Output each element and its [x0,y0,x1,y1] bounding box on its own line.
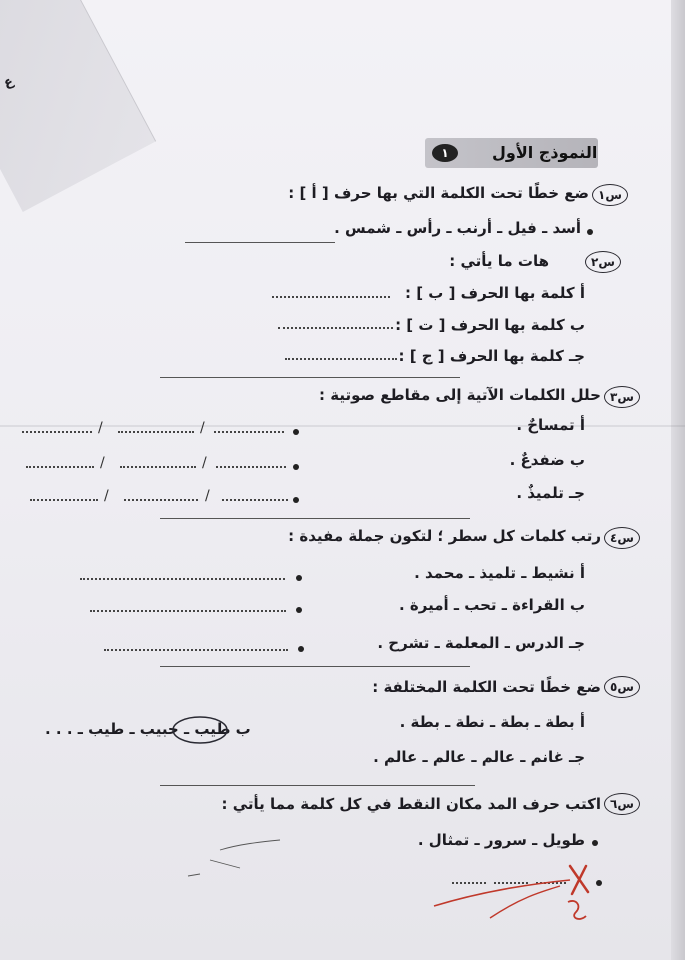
bullet [293,429,299,435]
question-3-item-b: ب ضفدعٌ . [509,451,585,469]
section-divider [160,377,460,378]
syllable-separator: / [205,488,210,504]
syllable-blank[interactable] [222,499,288,501]
section-divider [160,666,470,667]
question-5-item-b: ب طيب ـ حبيب ـ طيب ـ . . . [45,720,251,738]
syllable-separator: / [98,420,103,436]
syllable-separator: / [200,420,205,436]
question-5-item-c: جـ غانم ـ عالم ـ عالم ـ عالم . [373,748,585,766]
page-edge [671,0,685,960]
answer-dots[interactable] [278,327,393,329]
question-4-item-c: جـ الدرس ـ المعلمة ـ تشرح . [377,634,585,652]
syllable-blank[interactable] [120,466,196,468]
question-5-prompt: ضع خطًا تحت الكلمة المختلفة : [372,678,601,696]
bullet [587,229,593,235]
syllable-blank[interactable] [118,431,194,433]
question-number-6: س٦ [604,793,640,815]
syllable-separator: / [202,455,207,471]
syllable-blank[interactable] [30,499,98,501]
question-5-item-a: أ بطة ـ بطة ـ نطة ـ بطة . [399,713,585,731]
syllable-separator: / [104,488,109,504]
answer-dots[interactable] [285,358,397,360]
syllable-blank[interactable] [216,466,286,468]
question-number-2: س٢ [585,251,621,273]
section-divider [160,785,475,786]
question-4-item-b: ب القراءة ـ تحب ـ أميرة . [399,596,585,614]
bullet [298,646,304,652]
pencil-scribble [180,830,310,890]
corner-mark: ع [1,73,16,92]
question-4-item-a: أ نشيط ـ تلميذ ـ محمد . [414,564,585,582]
sentence-blank[interactable] [80,578,285,580]
question-4-prompt: رتب كلمات كل سطر ؛ لتكون جملة مفيدة : [288,527,601,545]
syllable-blank[interactable] [124,499,198,501]
model-number-badge: ١ [432,144,458,162]
question-number-5: س٥ [604,676,640,698]
question-6-prompt: اكتب حرف المد مكان النقط في كل كلمة مما يأتي : [221,795,601,813]
question-1-prompt: ضع خطًا تحت الكلمة التي بها حرف [ أ ] : [288,184,589,202]
question-2-item-a: أ كلمة بها الحرف [ ب ] : [405,284,585,302]
bullet [293,464,299,470]
question-1-words: أسد ـ فيل ـ أرنب ـ رأس ـ شمس . [334,219,581,237]
syllable-blank[interactable] [22,431,92,433]
bullet [592,840,598,846]
syllable-separator: / [100,455,105,471]
question-3-item-c: جـ تلميذٌ . [516,484,585,502]
red-pen-mark [420,858,600,928]
sentence-blank[interactable] [104,649,288,651]
question-3-prompt: حلل الكلمات الآتية إلى مقاطع صوتية : [319,386,601,404]
question-number-4: س٤ [604,527,640,549]
question-2-item-c: جـ كلمة بها الحرف [ ج ] : [398,347,585,365]
question-number-1: س١ [592,184,628,206]
bullet [296,607,302,613]
question-2-prompt: هات ما يأتي : [449,252,549,270]
question-6-words: طويل ـ سرور ـ تمثال . [417,831,585,849]
answer-dots[interactable] [272,296,390,298]
syllable-blank[interactable] [214,431,284,433]
sentence-blank[interactable] [90,610,286,612]
answer-circle [170,714,230,746]
bullet [293,497,299,503]
question-3-item-a: أ تمساحٌ . [516,416,585,434]
section-divider [160,518,470,519]
question-2-item-b: ب كلمة بها الحرف [ ت ] : [395,316,585,334]
syllable-blank[interactable] [26,466,94,468]
question-number-3: س٣ [604,386,640,408]
answer-line[interactable] [185,242,335,243]
model-title: النموذج الأول [492,143,598,162]
bullet [296,575,302,581]
